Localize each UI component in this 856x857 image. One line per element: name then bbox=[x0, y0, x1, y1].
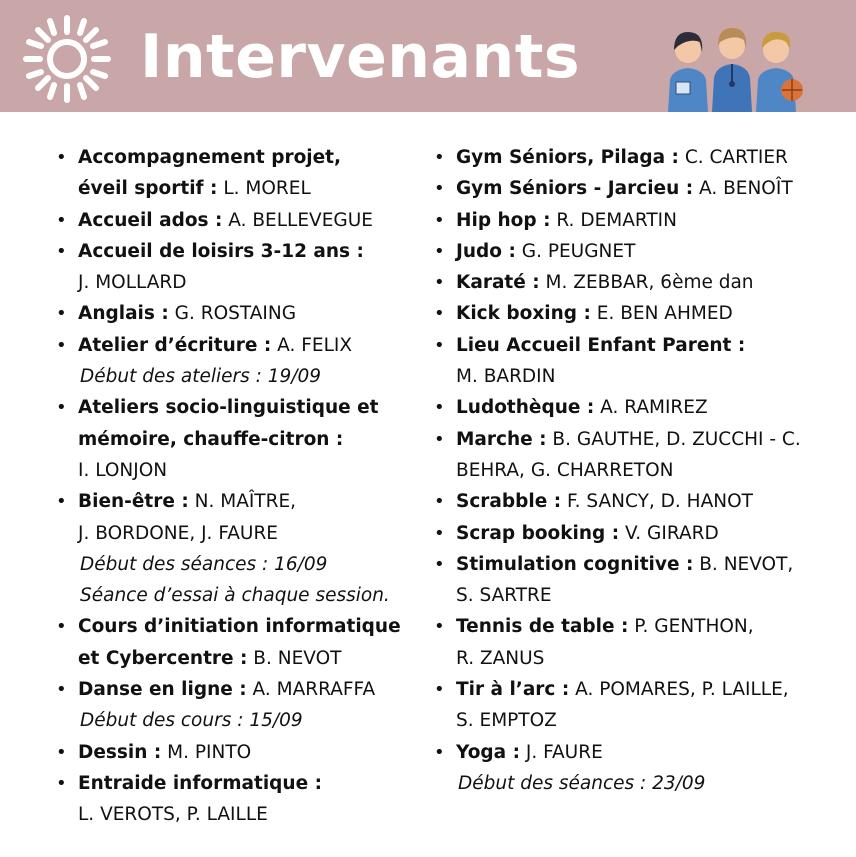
intervenant-name: C. CARTIER bbox=[678, 147, 788, 168]
list-item bbox=[54, 236, 424, 299]
activity-label: Atelier d’écriture : bbox=[78, 334, 272, 356]
activity-label: Kick boxing : bbox=[456, 303, 591, 325]
list-item bbox=[432, 298, 842, 329]
list-item bbox=[54, 768, 424, 831]
activity-label: Judo : bbox=[456, 240, 516, 262]
list-item bbox=[54, 486, 424, 611]
activity-line bbox=[78, 205, 424, 236]
activity-label: Ateliers socio-linguistique et bbox=[78, 397, 379, 419]
activity-line bbox=[456, 549, 842, 580]
list-item bbox=[432, 424, 842, 487]
activity-line bbox=[456, 611, 842, 642]
activity-line bbox=[78, 737, 424, 768]
activity-line bbox=[78, 236, 424, 267]
activity-label: Stimulation cognitive : bbox=[456, 553, 694, 575]
activity-line bbox=[78, 611, 424, 642]
activity-line bbox=[456, 142, 842, 173]
list-item bbox=[54, 611, 424, 674]
activity-line bbox=[78, 330, 424, 361]
list-item bbox=[432, 236, 842, 267]
activity-label: Tir à l’arc : bbox=[456, 679, 570, 701]
intervenant-name: S. EMPTOZ bbox=[456, 710, 557, 732]
activity-label: éveil sportif : bbox=[78, 178, 218, 200]
list-item bbox=[432, 205, 842, 236]
activity-line bbox=[456, 737, 842, 768]
list-item bbox=[432, 486, 842, 517]
activity-label: Tennis de table : bbox=[456, 616, 629, 638]
activity-label: Accueil ados : bbox=[78, 209, 223, 231]
activity-line bbox=[456, 392, 842, 423]
schedule-note: Début des séances : 16/09 bbox=[80, 553, 328, 575]
activity-line bbox=[78, 486, 424, 517]
activity-line bbox=[78, 424, 424, 455]
intervenant-name: J. MOLLARD bbox=[78, 272, 187, 294]
activity-line bbox=[456, 205, 842, 236]
intervenant-name: L. MOREL bbox=[217, 178, 311, 200]
activity-line bbox=[78, 298, 424, 329]
intervenant-name: P. GENTHON, bbox=[628, 616, 754, 638]
intervenant-name: F. SANCY, D. HANOT bbox=[561, 491, 753, 513]
intervenant-name: G. PEUGNET bbox=[515, 240, 636, 262]
schedule-note: Début des ateliers : 19/09 bbox=[80, 366, 322, 388]
activity-label: Dessin : bbox=[78, 741, 162, 763]
intervenant-name: M. BARDIN bbox=[456, 366, 556, 388]
activity-label: Hip hop : bbox=[456, 209, 551, 231]
list-item bbox=[54, 392, 424, 486]
list-item bbox=[432, 142, 842, 173]
activity-label: Scrap booking : bbox=[456, 522, 620, 544]
list-item bbox=[54, 737, 424, 768]
activity-label: Ludothèque : bbox=[456, 397, 595, 419]
schedule-note: Début des cours : 15/09 bbox=[80, 710, 303, 732]
activity-line bbox=[456, 236, 842, 267]
activity-label: Lieu Accueil Enfant Parent : bbox=[456, 334, 746, 356]
intervenant-name: R. DEMARTIN bbox=[550, 209, 677, 231]
activity-line bbox=[456, 424, 842, 455]
list-item bbox=[432, 392, 842, 423]
activity-line bbox=[456, 518, 842, 549]
intervenant-name: B. GAUTHE, D. ZUCCHI - C. bbox=[546, 428, 801, 450]
intervenant-name: BEHRA, G. CHARRETON bbox=[456, 459, 674, 481]
list-item bbox=[54, 330, 424, 393]
activity-label: Accompagnement projet, bbox=[78, 147, 342, 168]
activity-line bbox=[78, 142, 424, 173]
intervenant-name: A. FELIX bbox=[271, 334, 353, 356]
right-column bbox=[432, 142, 842, 799]
intervenant-name: A. BENOÎT bbox=[693, 178, 793, 200]
activity-label: Marche : bbox=[456, 428, 547, 450]
intervenant-name: N. MAÎTRE, bbox=[188, 491, 297, 513]
activity-line bbox=[456, 330, 842, 361]
list-item bbox=[432, 267, 842, 298]
schedule-note: Début des séances : 23/09 bbox=[458, 772, 706, 794]
schedule-note: Séance d’essai à chaque session. bbox=[80, 585, 390, 607]
activity-label: Yoga : bbox=[456, 741, 520, 763]
activity-label: Anglais : bbox=[78, 303, 169, 325]
list-item bbox=[432, 611, 842, 674]
activity-line bbox=[456, 486, 842, 517]
activity-line bbox=[78, 173, 424, 204]
intervenants-list-left bbox=[54, 142, 424, 831]
activity-label: Cours d’initiation informatique bbox=[78, 616, 401, 638]
activity-label: Karaté : bbox=[456, 272, 540, 294]
intervenant-name: A. MARRAFFA bbox=[246, 679, 376, 701]
list-item bbox=[54, 142, 424, 205]
activity-label: Danse en ligne : bbox=[78, 679, 247, 701]
activity-line bbox=[78, 768, 424, 799]
activity-label: Gym Séniors - Jarcieu : bbox=[456, 178, 694, 200]
activity-line bbox=[456, 173, 842, 204]
activity-label: Scrabble : bbox=[456, 491, 562, 513]
intervenant-name: M. PINTO bbox=[161, 741, 252, 763]
intervenant-name: A. BELLEVEGUE bbox=[222, 209, 373, 231]
intervenants-list-right bbox=[432, 142, 842, 799]
people-illustration bbox=[660, 20, 805, 112]
activity-label: Gym Séniors, Pilaga : bbox=[456, 147, 679, 168]
intervenant-name: A. RAMIREZ bbox=[594, 397, 708, 419]
activity-label: Bien-être : bbox=[78, 491, 189, 513]
activity-line bbox=[78, 674, 424, 705]
activity-line bbox=[456, 298, 842, 329]
intervenant-name: E. BEN AHMED bbox=[590, 303, 733, 325]
list-item bbox=[54, 298, 424, 329]
intervenant-name: L. VEROTS, P. LAILLE bbox=[78, 804, 268, 826]
activity-label: et Cybercentre : bbox=[78, 647, 248, 669]
intervenant-name: S. SARTRE bbox=[456, 585, 552, 607]
activity-line bbox=[78, 643, 424, 674]
intervenant-name: R. ZANUS bbox=[456, 647, 545, 669]
intervenant-name: I. LONJON bbox=[78, 459, 168, 481]
list-item bbox=[54, 674, 424, 737]
list-item bbox=[432, 674, 842, 737]
activity-line bbox=[78, 392, 424, 423]
intervenant-name: G. ROSTAING bbox=[168, 303, 297, 325]
activity-line bbox=[456, 674, 842, 705]
list-item bbox=[432, 330, 842, 393]
intervenant-name: J. BORDONE, J. FAURE bbox=[78, 522, 278, 544]
intervenant-name: V. GIRARD bbox=[619, 522, 719, 544]
activity-label: Entraide informatique : bbox=[78, 772, 322, 794]
header-banner bbox=[0, 0, 856, 112]
activity-label: mémoire, chauffe-citron : bbox=[78, 428, 344, 450]
list-item bbox=[432, 173, 842, 204]
intervenant-name: A. POMARES, P. LAILLE, bbox=[569, 679, 789, 701]
list-item bbox=[54, 205, 424, 236]
list-item bbox=[432, 518, 842, 549]
activity-line bbox=[456, 267, 842, 298]
intervenant-name: M. ZEBBAR, 6ème dan bbox=[539, 272, 754, 294]
intervenant-name: B. NEVOT, bbox=[693, 553, 794, 575]
page-title: Intervenants bbox=[140, 22, 581, 92]
activity-label: Accueil de loisirs 3-12 ans : bbox=[78, 240, 364, 262]
left-column bbox=[54, 142, 424, 831]
list-item bbox=[432, 737, 842, 800]
intervenant-name: J. FAURE bbox=[519, 741, 603, 763]
intervenant-name: B. NEVOT bbox=[247, 647, 342, 669]
sun-icon bbox=[22, 14, 112, 104]
list-item bbox=[432, 549, 842, 612]
